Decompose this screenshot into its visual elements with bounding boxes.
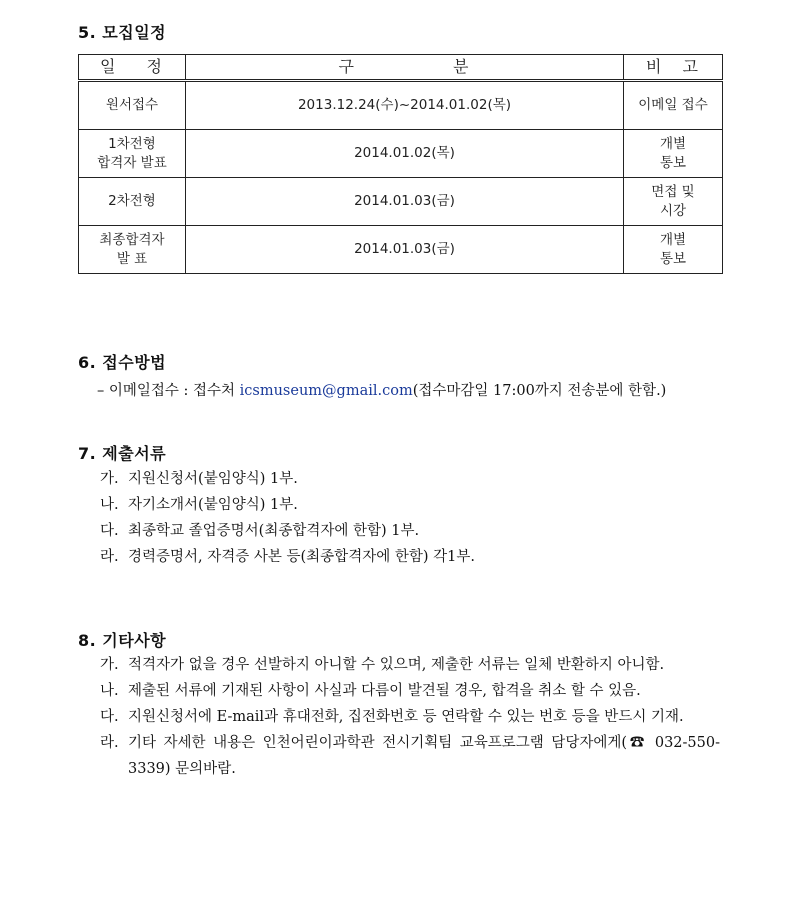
submission-prefix: – 이메일접수 : 접수처 (97, 383, 240, 399)
remarks-cell (624, 130, 723, 178)
table-header-row (79, 55, 723, 81)
email-address: icsmuseum@gmail.com (239, 383, 413, 399)
cell-line: 통보 (659, 154, 687, 171)
list-marker: 라. (100, 549, 119, 565)
list-item (100, 466, 720, 492)
schedule-cell (79, 130, 186, 178)
header-category: 구 분 (186, 55, 624, 81)
cell-line: 2차전형 (108, 193, 156, 210)
list-item-text: 경력증명서, 자격증 사본 등(최종합격자에 한함) 각1부. (128, 549, 475, 565)
cell-line: 통보 (659, 250, 687, 267)
schedule-cell (79, 226, 186, 274)
list-item (100, 678, 720, 704)
list-item-text: 지원신청서(붙임양식) 1부. (128, 471, 298, 487)
list-marker: 라. (100, 735, 119, 751)
list-item-text: 자기소개서(붙임양식) 1부. (128, 497, 298, 513)
list-marker: 나. (100, 497, 119, 513)
list-item-text: 최종학교 졸업증명서(최종합격자에 한함) 1부. (128, 523, 420, 539)
list-item-text: 적격자가 없을 경우 선발하지 아니할 수 있으며, 제출한 서류는 일체 반환하지 아니함. (128, 657, 665, 673)
category-cell: 2013.12.24(수)~2014.01.02(목) (186, 81, 624, 130)
remarks-cell (624, 226, 723, 274)
schedule-cell (79, 81, 186, 130)
section-6-title: 6. 접수방법 (78, 353, 167, 372)
list-item-text: 제출된 서류에 기재된 사항이 사실과 다름이 발견될 경우, 합격을 취소 할 수 있음. (128, 683, 641, 699)
cell-line: 면접 및 (651, 184, 695, 201)
list-item (100, 544, 720, 570)
list-item (100, 652, 720, 678)
section-8-title: 8. 기타사항 (78, 631, 167, 650)
category-cell: 2014.01.03(금) (186, 178, 624, 226)
table-row (79, 81, 723, 130)
section-7-title: 7. 제출서류 (78, 444, 167, 463)
submission-method-line (97, 378, 666, 404)
category-cell: 2014.01.03(금) (186, 226, 624, 274)
table-row (79, 226, 723, 274)
remarks-cell (624, 81, 723, 130)
list-item-text: 기타 자세한 내용은 인천어린이과학관 전시기획팀 교육프로그램 담당자에게(☎ 032-550-3339) 문의바람. (128, 735, 720, 777)
cell-line: 최종합격자 (99, 232, 165, 249)
schedule-cell (79, 178, 186, 226)
cell-line: 발 표 (116, 250, 148, 267)
cell-line: 이메일 접수 (638, 97, 708, 114)
table-row (79, 178, 723, 226)
cell-line: 시강 (659, 202, 687, 219)
remarks-cell (624, 178, 723, 226)
list-marker: 가. (100, 657, 119, 673)
cell-line: 개별 (659, 136, 687, 153)
list-marker: 나. (100, 683, 119, 699)
other-notes-list (100, 652, 720, 782)
cell-line: 개별 (659, 232, 687, 249)
submission-suffix: (접수마감일 17:00까지 전송분에 한함.) (412, 383, 667, 399)
list-item (100, 492, 720, 518)
cell-line: 합격자 발표 (97, 154, 167, 171)
cell-line: 원서접수 (105, 97, 159, 114)
list-marker: 다. (100, 523, 119, 539)
list-marker: 가. (100, 471, 119, 487)
required-documents-list (100, 466, 720, 570)
header-schedule: 일 정 (79, 55, 186, 81)
category-cell: 2014.01.02(목) (186, 130, 624, 178)
header-remarks: 비 고 (624, 55, 723, 81)
list-marker: 다. (100, 709, 119, 725)
table-row (79, 130, 723, 178)
cell-line: 1차전형 (108, 136, 156, 153)
list-item-text: 지원신청서에 E-mail과 휴대전화, 집전화번호 등 연락할 수 있는 번호 등을 반드시 기재. (128, 709, 684, 725)
schedule-table (78, 54, 723, 274)
section-5-title: 5. 모집일정 (78, 23, 167, 42)
list-item (100, 518, 720, 544)
list-item (100, 730, 720, 782)
list-item (100, 704, 720, 730)
